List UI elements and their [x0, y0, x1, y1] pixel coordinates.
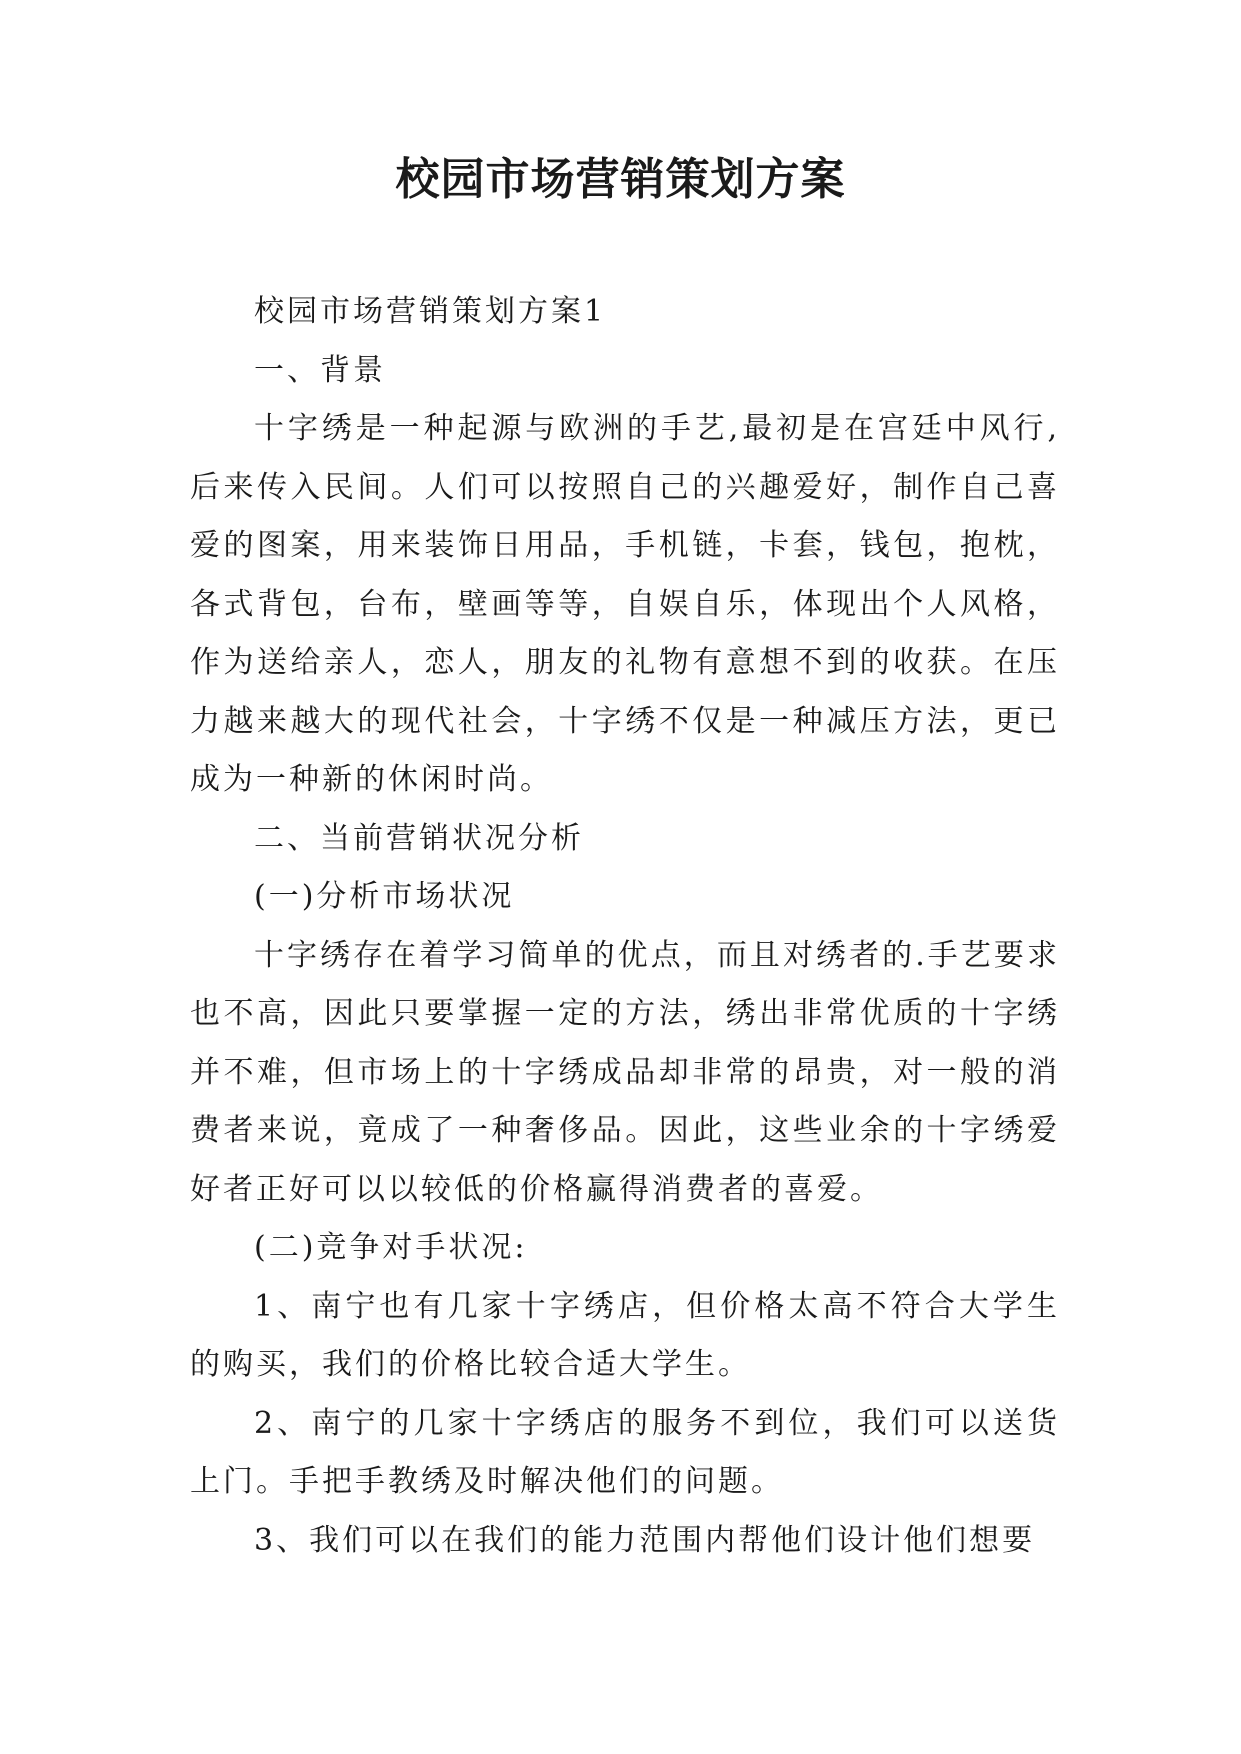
paragraph-background: 十字绣是一种起源与欧洲的手艺,最初是在宫廷中风行,后来传入民间。人们可以按照自己的兴趣爱好，制作自己喜爱的图案，用来装饰日用品，手机链，卡套，钱包，抱枕，各式背包，台布，壁画等等，自娱自乐，体现出个人风格，作为送给亲人，恋人，朋友的礼物有意想不到的收获。在压力越来越大的现代社会，十字绣不仅是一种减压方法，更已成为一种新的休闲时尚。	[190, 411, 1060, 797]
list-item-competitor-3: 3、我们可以在我们的能力范围内帮他们设计他们想要	[254, 1522, 1036, 1558]
section-heading-marketing-analysis: 二、当前营销状况分析	[254, 820, 584, 856]
document-body	[190, 283, 1060, 1570]
list-item-competitor-2: 2、南宁的几家十字绣店的服务不到位，我们可以送货上门。手把手教绣及时解决他们的问题。	[190, 1405, 1060, 1499]
list-item-competitor-1: 1、南宁也有几家十字绣店，但价格太高不符合大学生的购买，我们的价格比较合适大学生。	[190, 1288, 1060, 1382]
paragraph-plan-heading: 校园市场营销策划方案1	[254, 294, 607, 329]
subsection-heading-market-status: (一)分析市场状况	[254, 879, 515, 914]
section-heading-background: 一、背景	[254, 352, 386, 388]
subsection-heading-competitors: (二)竞争对手状况:	[254, 1230, 528, 1265]
document-title: 校园市场营销策划方案	[395, 154, 846, 205]
paragraph-market-status: 十字绣存在着学习简单的优点，而且对绣者的.手艺要求也不高，因此只要掌握一定的方法，绣出非常优质的十字绣并不难，但市场上的十字绣成品却非常的昂贵，对一般的消费者来说，竟成了一种奢侈品。因此，这些业余的十字绣爱好者正好可以以较低的价格赢得消费者的喜爱。	[190, 937, 1060, 1207]
